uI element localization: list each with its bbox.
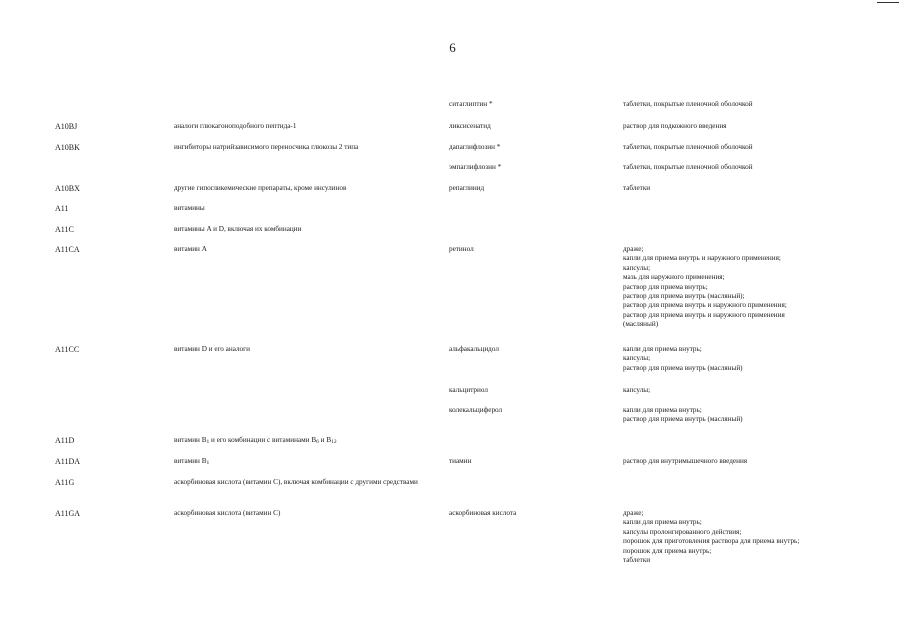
drug-name: тиамин: [449, 457, 472, 465]
drug-name: дапаглифлозин *: [449, 143, 501, 151]
dosage-form: раствор для приема внутрь;: [623, 282, 708, 291]
dosage-forms: [623, 406, 828, 425]
dosage-form: порошок для приготовления раствора для приема внутрь;: [623, 537, 800, 546]
dosage-form: капли для приема внутрь;: [623, 406, 702, 414]
dosage-form: драже;: [623, 509, 644, 517]
drug-name: ситаглиптин *: [449, 100, 493, 108]
atc-code: A11D: [55, 436, 75, 445]
dosage-forms: [623, 163, 828, 172]
dosage-form: раствор для внутримышечного введения: [623, 457, 748, 465]
atc-code: A11DA: [55, 457, 81, 466]
dosage-form: раствор для приема внутрь (масляный);: [623, 292, 745, 301]
dosage-form: капсулы пролонгированного действия;: [623, 527, 742, 536]
dosage-form: (масляный): [623, 320, 659, 329]
dosage-forms: [623, 345, 828, 373]
dosage-form: капли для приема внутрь;: [623, 518, 702, 527]
dosage-form: драже;: [623, 245, 644, 253]
dosage-form: порошок для приема внутрь;: [623, 546, 712, 555]
dosage-form: таблетки: [623, 184, 651, 192]
dosage-forms: [623, 184, 828, 193]
dosage-form: раствор для приема внутрь и наружного применения;: [623, 301, 787, 310]
dosage-form: капсулы;: [623, 386, 651, 394]
atc-code: A11GA: [55, 509, 81, 518]
atc-code: A11: [55, 204, 69, 213]
atc-code: A10BJ: [55, 122, 78, 131]
group-name: ингибиторы натрийзависимого переносчика глюкозы 2 типа: [174, 143, 359, 151]
dosage-forms: [623, 245, 828, 330]
dosage-form: мазь для наружного применения;: [623, 273, 725, 282]
group-name: витамин D и его аналоги: [174, 345, 250, 353]
drug-name: эмпаглифлозин *: [449, 163, 502, 171]
dosage-forms: [623, 143, 828, 152]
atc-code: A11C: [55, 225, 74, 234]
atc-code: A11CA: [55, 245, 80, 254]
drug-name: репаглинид: [449, 184, 485, 192]
atc-code: A10BX: [55, 184, 80, 193]
dosage-form: раствор для подкожного введения: [623, 122, 727, 130]
dosage-form: раствор для приема внутрь (масляный): [623, 363, 743, 372]
group-name: аналоги глюкагоноподобного пептида-1: [174, 122, 297, 130]
group-name: витамины: [174, 204, 205, 212]
atc-code: A10BK: [55, 143, 80, 152]
drug-name: кальцитриол: [449, 386, 488, 394]
drug-name: аскорбиновая кислота: [449, 509, 517, 517]
dosage-form: таблетки, покрытые пленочной оболочкой: [623, 143, 753, 151]
group-name: другие гипогликемические препараты, кроме инсулинов: [174, 184, 347, 192]
drug-name: ретинол: [449, 245, 474, 253]
group-name: витамины A и D, включая их комбинации: [174, 225, 302, 233]
dosage-forms: [623, 457, 828, 466]
dosage-forms: [623, 509, 828, 565]
dosage-form: раствор для приема внутрь и наружного применения: [623, 310, 785, 319]
dosage-form: таблетки: [623, 556, 651, 565]
dosage-forms: [623, 386, 828, 395]
drug-name: колекальциферол: [449, 406, 503, 414]
group-name: витамин $B_1$: [174, 457, 210, 466]
group-name: витамин A: [174, 245, 207, 253]
dosage-form: капсулы;: [623, 263, 651, 272]
dosage-form: раствор для приема внутрь (масляный): [623, 415, 743, 424]
drug-name: альфакальцидол: [449, 345, 499, 353]
dosage-forms: [623, 122, 828, 131]
page-number: 6: [449, 40, 456, 55]
dosage-form: таблетки, покрытые пленочной оболочкой: [623, 100, 753, 108]
dosage-form: капли для приема внутрь;: [623, 345, 702, 353]
drug-name: ликсисенатид: [449, 122, 491, 130]
dosage-forms: [623, 100, 828, 109]
group-name: аскорбиновая кислота (витамин C), включая комбинации с другими средствами: [174, 478, 418, 486]
dosage-form: таблетки, покрытые пленочной оболочкой: [623, 163, 753, 171]
dosage-form: капсулы;: [623, 354, 651, 363]
group-name: витамин $B_1$ и его комбинации с витаминами $B_6$ и $B_{12}$: [174, 436, 337, 445]
dosage-form: капли для приема внутрь и наружного применения;: [623, 254, 781, 263]
atc-code: A11G: [55, 478, 75, 487]
group-name: аскорбиновая кислота (витамин C): [174, 509, 281, 517]
atc-code: A11CC: [55, 345, 80, 354]
